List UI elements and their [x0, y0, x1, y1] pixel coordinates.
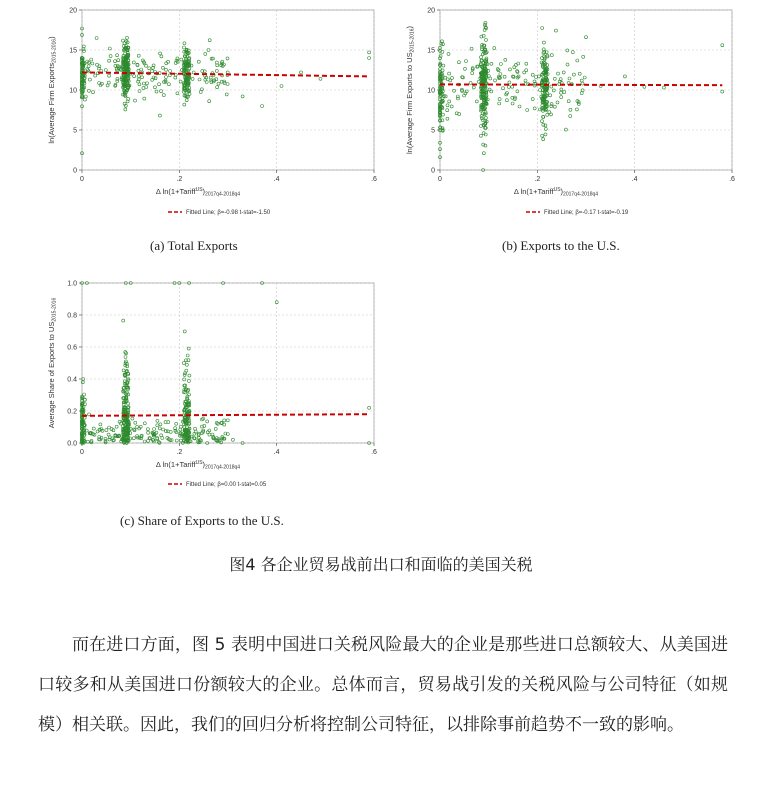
y-tick-label: 5: [431, 127, 435, 135]
y-tick-label: 0.0: [67, 440, 77, 448]
y-axis-label: Average Share of Exports to $US_{2015-2016}$: [47, 297, 58, 429]
x-tick-label: .6: [729, 176, 735, 183]
legend-label: Fitted Line; β=-0.98 t-stat=-1.50: [186, 210, 271, 216]
y-tick-label: 0.2: [67, 408, 77, 416]
legend-label: Fitted Line; β=0.00 t-stat=0.05: [186, 482, 267, 488]
x-tick-label: 0: [80, 449, 84, 456]
scatter-chart-exports-to-us: [390, 0, 762, 230]
x-tick-label: .4: [631, 176, 638, 183]
x-tick-label: .2: [176, 176, 183, 183]
subcaption-b: (b) Exports to the U.S.: [502, 238, 620, 253]
y-tick-label: 0.6: [67, 344, 77, 352]
x-tick-label: 0: [80, 176, 84, 183]
y-tick-label: 15: [427, 47, 435, 55]
x-axis-label: Δ $\ln(1+Tariff^{US})_{2017q4-2018q4}$: [155, 187, 241, 198]
panel-a: [0, 0, 390, 270]
legend-label: Fitted Line; β=-0.17 t-stat=-0.19: [544, 210, 629, 216]
y-tick-label: 0: [73, 167, 77, 175]
y-tick-label: 15: [69, 47, 77, 55]
x-tick-label: .6: [371, 176, 377, 183]
panel-b: [390, 0, 762, 270]
body-paragraph: [38, 625, 728, 745]
y-axis-label: ln(Average Firm Exports$_{2015-2016}$): [47, 36, 58, 144]
x-axis-label: Δ $\ln(1+Tariff^{US})_{2017q4-2018q4}$: [513, 187, 599, 198]
subcaption-c: (c) Share of Exports to the U.S.: [120, 513, 284, 528]
x-tick-label: .6: [371, 449, 377, 456]
y-tick-label: 0: [431, 167, 435, 175]
y-tick-label: 0.4: [67, 376, 77, 384]
y-axis-label: ln(Average Firm Exports to $US_{2015-2016}$): [405, 26, 416, 154]
x-tick-label: .4: [273, 449, 280, 456]
y-tick-label: 20: [69, 7, 77, 15]
x-tick-label: 0: [438, 176, 442, 183]
y-tick-label: 20: [427, 7, 435, 15]
panel-c: [0, 270, 400, 535]
scatter-chart-share-exports-to-us: [0, 270, 400, 500]
legend: [168, 210, 271, 216]
x-tick-label: .2: [176, 449, 183, 456]
legend: [168, 482, 267, 488]
x-tick-label: .2: [534, 176, 541, 183]
y-tick-label: 10: [69, 87, 77, 95]
x-axis-label: Δ $\ln(1+Tariff^{US})_{2017q4-2018q4}$: [155, 460, 241, 471]
scatter-chart-total-exports: [0, 0, 390, 230]
y-tick-label: 0.8: [67, 312, 77, 320]
figure-caption: 图4 各企业贸易战前出口和面临的美国关税: [229, 555, 533, 574]
subcaption-a: (a) Total Exports: [150, 238, 238, 253]
y-tick-label: 5: [73, 127, 77, 135]
paragraph-text: 而在进口方面，图 5 表明中国进口关税风险最大的企业是那些进口总额较大、从美国进口较多和从美国进口份额较大的企业。总体而言，贸易战引发的关税风险与公司特征（如规模）相关联。因此，我们的回归分析将控制公司特征，以排除事前趋势不一致的影响。: [38, 635, 728, 735]
x-tick-label: .4: [273, 176, 280, 183]
y-tick-label: 1.0: [67, 280, 77, 288]
legend: [526, 210, 629, 216]
y-tick-label: 10: [427, 87, 435, 95]
